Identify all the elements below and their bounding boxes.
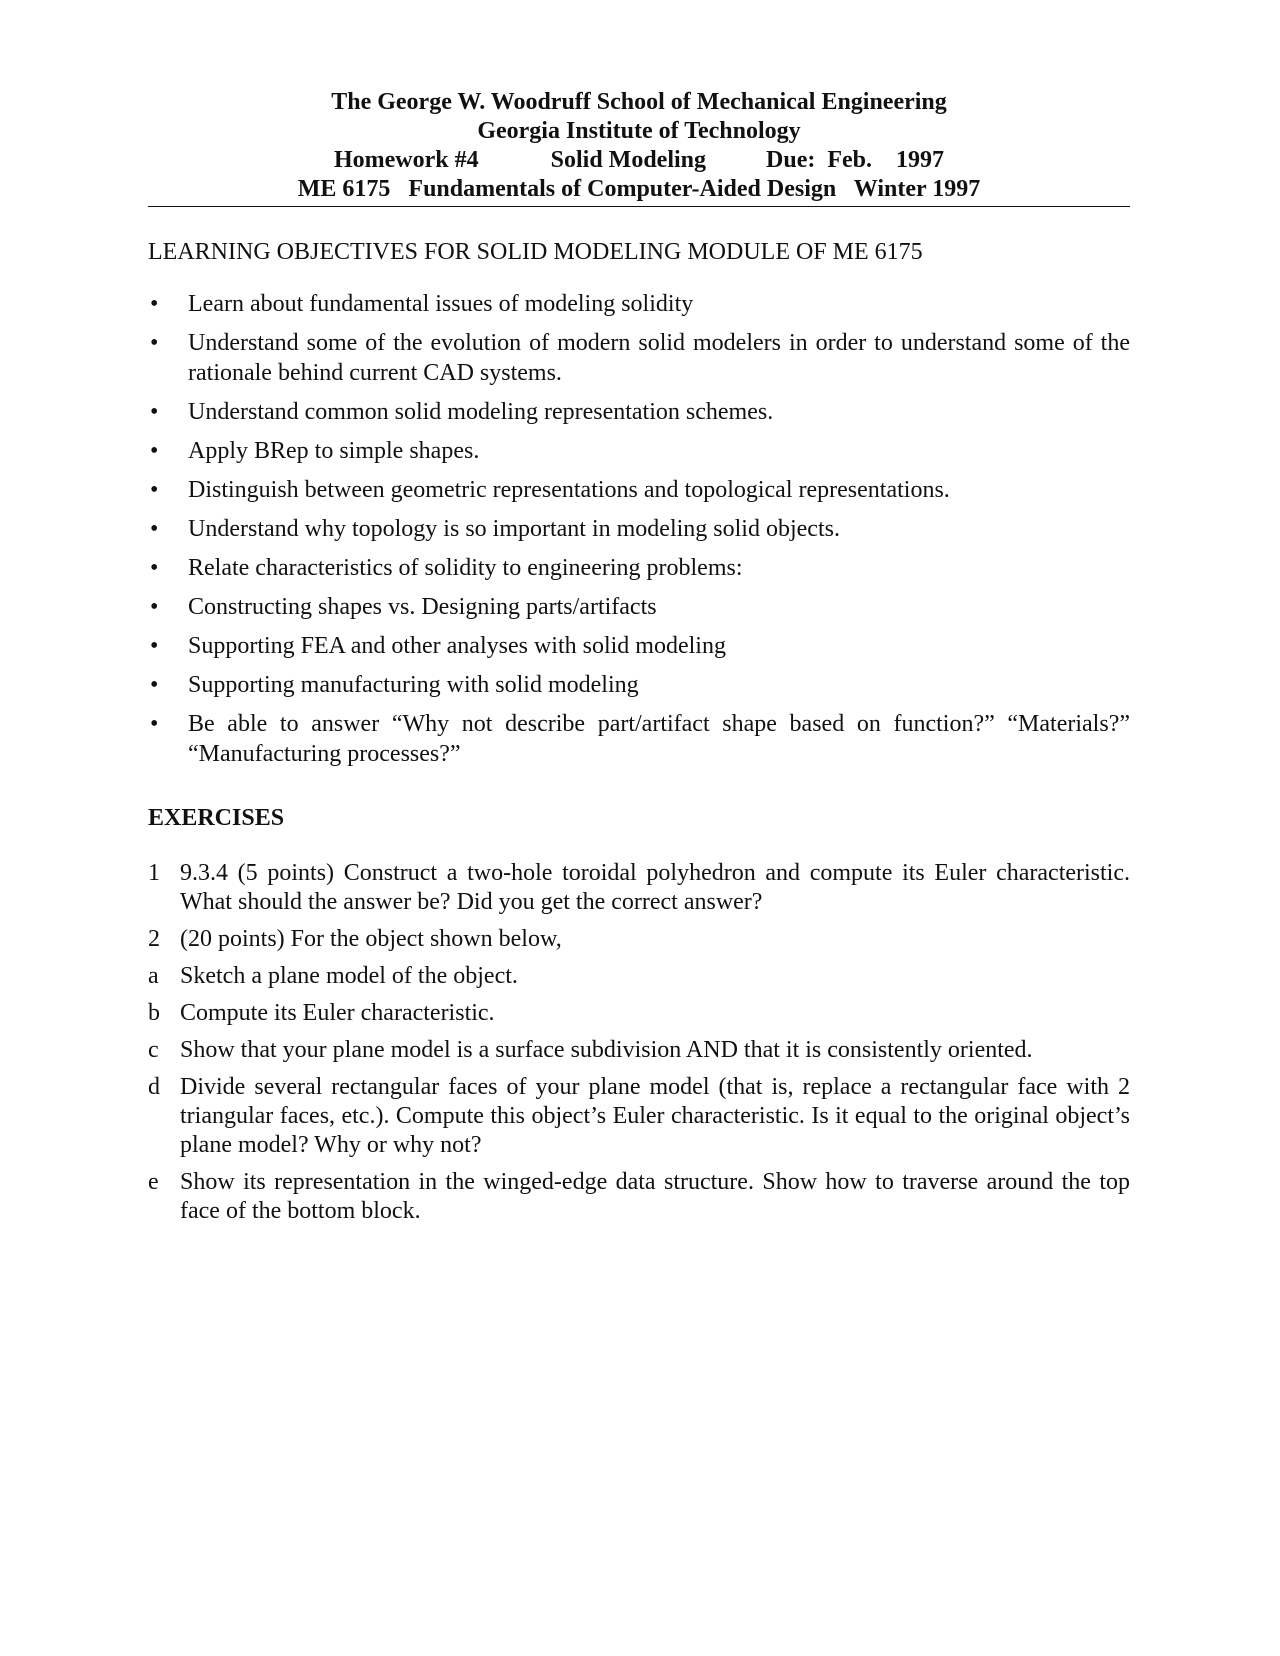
due-date: Due: Feb. 1997: [766, 147, 944, 173]
list-item: [148, 999, 1130, 1028]
objective-text: Understand why topology is so important in modeling solid objects.: [188, 516, 840, 542]
objective-text: Supporting FEA and other analyses with solid modeling: [188, 633, 726, 659]
list-item: [148, 514, 1130, 544]
bullet-icon: •: [150, 291, 159, 317]
objective-text: Apply BRep to simple shapes.: [188, 438, 480, 464]
bullet-icon: •: [150, 477, 159, 503]
homework-line: [148, 146, 1130, 175]
exercise-text: Compute its Euler characteristic.: [180, 1000, 495, 1026]
exercise-marker: d: [148, 1074, 160, 1100]
institute-name: Georgia Institute of Technology: [477, 118, 801, 144]
header-divider: [148, 206, 1130, 207]
bullet-icon: •: [150, 555, 159, 581]
objective-text: Constructing shapes vs. Designing parts/artifacts: [188, 594, 657, 620]
exercise-marker: e: [148, 1169, 159, 1195]
exercise-marker: a: [148, 963, 159, 989]
bullet-icon: •: [150, 672, 159, 698]
list-item: [148, 1168, 1130, 1226]
list-item: [148, 397, 1130, 427]
objective-text: Relate characteristics of solidity to engineering problems:: [188, 555, 743, 581]
list-item: [148, 436, 1130, 466]
list-item: [148, 475, 1130, 505]
bullet-icon: •: [150, 594, 159, 620]
list-item: [148, 328, 1130, 388]
exercises-heading: EXERCISES: [148, 805, 285, 831]
list-item: [148, 289, 1130, 319]
homework-page: [148, 88, 1130, 1234]
objective-text: Supporting manufacturing with solid modeling: [188, 672, 639, 698]
exercise-marker: 2: [148, 926, 160, 952]
objective-text: Be able to answer “Why not describe part/artifact shape based on function?” “Materials?” “Manufacturing processes?”: [188, 711, 1130, 767]
exercise-text: (20 points) For the object shown below,: [180, 926, 562, 952]
list-item: [148, 925, 1130, 954]
exercise-marker: c: [148, 1037, 159, 1063]
bullet-icon: •: [150, 633, 159, 659]
homework-topic: Solid Modeling: [550, 147, 707, 173]
list-item: [148, 859, 1130, 917]
bullet-icon: •: [150, 330, 159, 356]
objective-text: Learn about fundamental issues of modeling solidity: [188, 291, 694, 317]
exercise-text: Divide several rectangular faces of your plane model (that is, replace a rectangular face with 2 triangular faces, etc.). Compute this object’s Euler characteristic. Is it equal to the original object’s plane model? Why or why not?: [180, 1074, 1130, 1158]
objective-text: Understand common solid modeling representation schemes.: [188, 399, 774, 425]
homework-number: Homework #4: [333, 147, 479, 173]
bullet-icon: •: [150, 438, 159, 464]
exercises-list: [148, 859, 1130, 1226]
objective-text: Understand some of the evolution of modern solid modelers in order to understand some of the rationale behind current CAD systems.: [188, 330, 1130, 386]
list-item: [148, 1036, 1130, 1065]
bullet-icon: •: [150, 711, 159, 737]
exercise-text: 9.3.4 (5 points) Construct a two-hole toroidal polyhedron and compute its Euler characteristic. What should the answer be? Did you get the correct answer?: [180, 860, 1130, 915]
list-item: [148, 962, 1130, 991]
list-item: [148, 670, 1130, 700]
objective-text: Distinguish between geometric representations and topological representations.: [188, 477, 950, 503]
list-item: [148, 553, 1130, 583]
exercise-marker: 1: [148, 860, 160, 886]
school-name: The George W. Woodruff School of Mechanical Engineering: [331, 89, 947, 115]
document-header: [148, 88, 1130, 204]
bullet-icon: •: [150, 516, 159, 542]
list-item: [148, 1073, 1130, 1160]
objectives-list: [148, 289, 1130, 769]
exercise-text: Show its representation in the winged-edge data structure. Show how to traverse around the top face of the bottom block.: [180, 1169, 1130, 1224]
exercise-marker: b: [148, 1000, 160, 1026]
course-title: ME 6175 Fundamentals of Computer-Aided Design Winter 1997: [297, 176, 981, 202]
exercise-text: Show that your plane model is a surface subdivision AND that it is consistently oriented.: [180, 1037, 1033, 1063]
exercise-text: Sketch a plane model of the object.: [180, 963, 518, 989]
bullet-icon: •: [150, 399, 159, 425]
list-item: [148, 592, 1130, 622]
objectives-heading: LEARNING OBJECTIVES FOR SOLID MODELING MODULE OF ME 6175: [148, 239, 923, 265]
list-item: [148, 631, 1130, 661]
list-item: [148, 709, 1130, 769]
